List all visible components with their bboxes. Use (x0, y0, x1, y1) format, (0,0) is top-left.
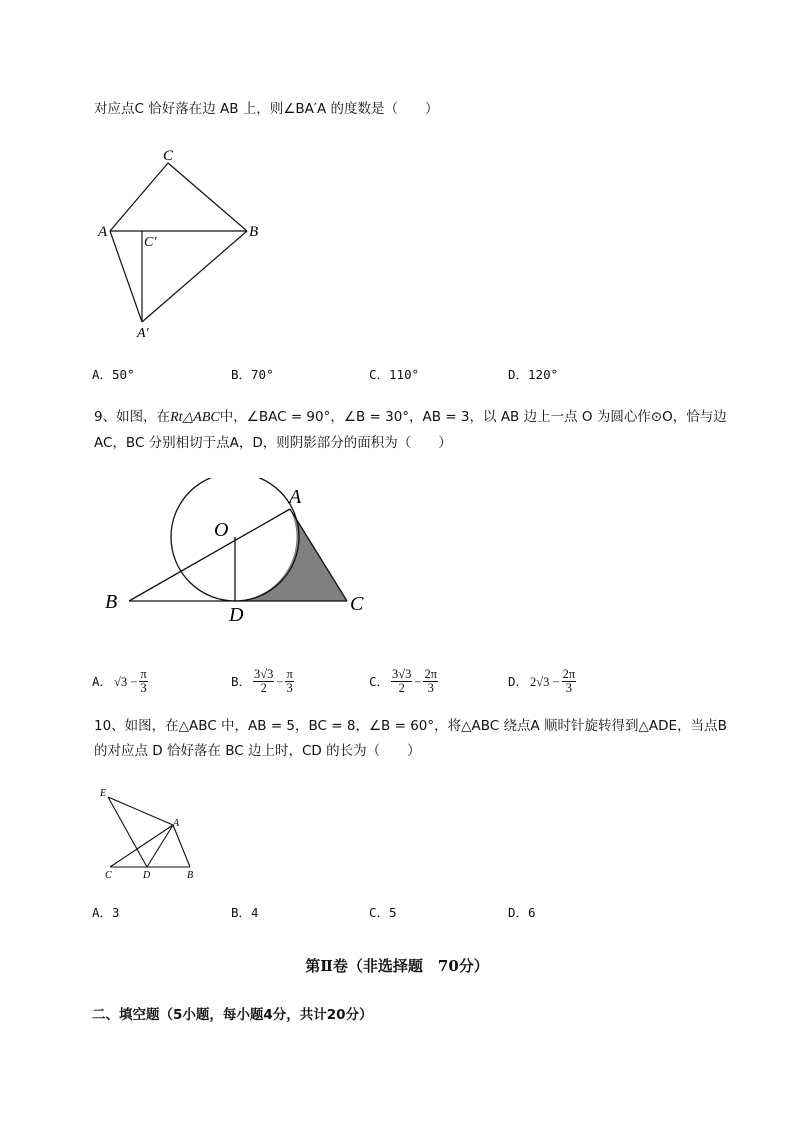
q9-option-d-den: 3 (565, 681, 572, 695)
q8-label-Cprime: C′ (144, 235, 157, 250)
q10-label-B: B (187, 870, 194, 881)
q9-option-c-num2: 2π (424, 667, 438, 681)
q10-label-E: E (100, 788, 107, 799)
q9-option-b-num: 3√3 (254, 667, 274, 681)
section-fill-in-blank: 二、填空题（5小题，每小题4分，共计20分） (92, 1007, 373, 1023)
q9-option-d-pre: 2√3 − (530, 674, 560, 689)
q9-option-d-num: 2π (562, 667, 576, 681)
q9-label-O: O (214, 519, 229, 541)
q9-triangle-name: Rt△ABC (170, 410, 220, 425)
q8-option-a[interactable]: A．50° (92, 367, 135, 382)
q9-option-b-minus: − (276, 674, 284, 689)
q8-label-B: B (249, 224, 259, 240)
q9-option-a[interactable] (92, 668, 148, 695)
q9-option-a-den: 3 (140, 681, 147, 695)
q8-segment-AAp (110, 231, 142, 322)
q9-label-A: A (289, 486, 302, 508)
q9-stem-line2: AC，BC 分别相切于点A，D，则阴影部分的面积为（ ） (94, 435, 452, 451)
q9-stem-line1 (94, 408, 727, 427)
q10-segment-CA (110, 825, 173, 867)
q10-option-c[interactable]: C．5 (369, 905, 397, 920)
q8-stem-tail: 对应点C 恰好落在边 AB 上，则∠BA′A 的度数是（ ） (94, 101, 439, 117)
q9-label-C: C (350, 593, 364, 615)
q9-segment-BA (129, 509, 290, 601)
q8-option-d[interactable]: D．120° (508, 367, 559, 382)
q9-option-b-num2: π (286, 667, 293, 681)
q9-option-b[interactable] (231, 668, 294, 695)
q9-option-b-den: 2 (260, 681, 267, 695)
q8-option-c[interactable]: C．110° (369, 367, 420, 382)
q9-stem-prefix: 9、如图，在 (94, 409, 171, 425)
q10-stem-line1: 10、如图，在△ABC 中，AB = 5，BC = 8，∠B = 60°，将△ABC 绕点A 顺时针旋转得到△ADE，当点B (94, 718, 727, 734)
q10-label-C: C (105, 870, 112, 881)
q8-label-Aprime: A′ (137, 326, 149, 341)
q9-label-D: D (229, 604, 244, 626)
q10-label-D: D (143, 870, 151, 881)
q9-option-c-fraction-2 (423, 668, 438, 695)
q8-figure (90, 140, 290, 350)
q8-segment-AC (110, 163, 168, 231)
q9-option-c-den: 2 (398, 681, 405, 695)
q9-option-b-fraction-2 (285, 668, 293, 695)
q10-segment-DA (147, 825, 173, 867)
q9-option-c-num: 3√3 (392, 667, 412, 681)
q9-option-c-fraction-1 (391, 668, 412, 695)
q9-option-b-fraction-1 (253, 668, 274, 695)
q10-segment-AB (173, 825, 190, 867)
q8-segment-CB (168, 163, 247, 231)
q9-option-d-letter: D． (508, 673, 529, 689)
q9-option-c[interactable] (369, 668, 438, 695)
part2-heading: 第Ⅱ卷（非选择题 70分） (305, 957, 489, 975)
q10-option-b[interactable]: B．4 (231, 905, 259, 920)
q10-option-a[interactable]: A．3 (92, 905, 120, 920)
q9-figure (95, 478, 385, 628)
q9-option-a-num: π (140, 667, 147, 681)
q9-shaded-region (235, 509, 347, 601)
q8-segment-ApB (142, 231, 247, 322)
q10-option-d[interactable]: D．6 (508, 905, 536, 920)
q9-option-a-fraction (139, 668, 147, 695)
q10-segment-ED (108, 797, 147, 867)
q8-label-A: A (98, 224, 108, 240)
q10-stem-line2: 的对应点 D 恰好落在 BC 边上时，CD 的长为（ ） (94, 743, 421, 759)
q9-option-c-den2: 3 (427, 681, 434, 695)
q9-option-a-pre: √3 − (114, 674, 138, 689)
q9-option-b-letter: B． (231, 673, 252, 689)
q9-option-a-letter: A． (92, 673, 113, 689)
q9-option-b-den2: 3 (286, 681, 293, 695)
q9-option-c-minus: − (414, 674, 422, 689)
q9-option-d-fraction (562, 668, 577, 695)
q8-label-C: C (163, 148, 174, 164)
q10-segment-EA (108, 797, 173, 825)
q9-label-B: B (105, 591, 118, 613)
q9-option-d[interactable] (508, 668, 576, 695)
q9-stem-rest: 中，∠BAC = 90°，∠B = 30°，AB = 3，以 AB 边上一点 O 为圆心作⊙O，恰与边 (219, 409, 727, 425)
q8-option-b[interactable]: B．70° (231, 367, 274, 382)
q10-figure (95, 785, 215, 885)
q10-label-A: A (173, 818, 180, 829)
q9-option-c-letter: C． (369, 673, 390, 689)
